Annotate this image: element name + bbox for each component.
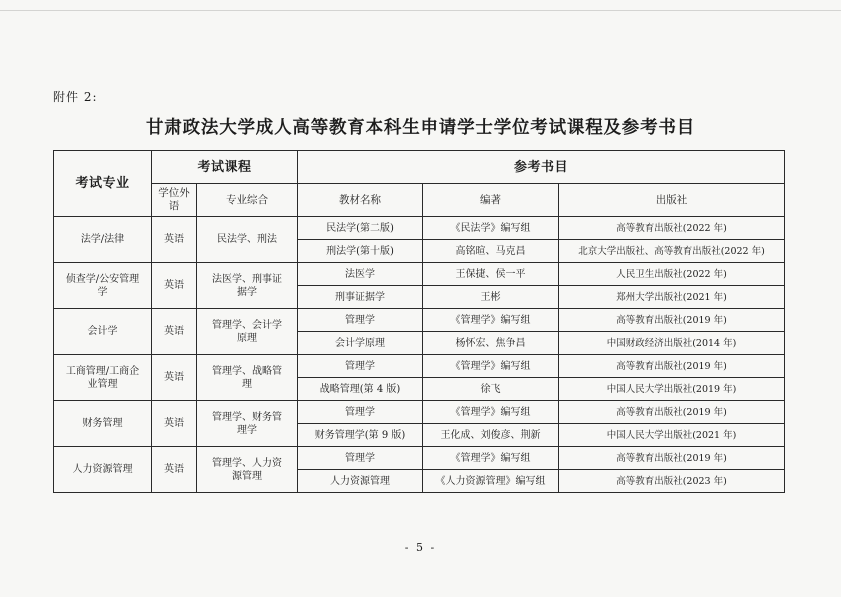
editor-cell: 《管理学》编写组	[423, 355, 559, 378]
professional-cell: 管理学、财务管理学	[197, 401, 298, 447]
major-cell: 人力资源管理	[54, 447, 152, 493]
textbook-cell: 财务管理学(第 9 版)	[298, 424, 423, 447]
editor-cell: 《管理学》编写组	[423, 401, 559, 424]
editor-cell: 杨怀宏、焦争昌	[423, 332, 559, 355]
attachment-label: 附件 2:	[53, 90, 98, 104]
header-row-top	[54, 151, 785, 184]
textbook-cell: 法医学	[298, 263, 423, 286]
textbook-cell: 民法学(第二版)	[298, 217, 423, 240]
editor-cell: 徐飞	[423, 378, 559, 401]
editor-cell: 高铭暄、马克昌	[423, 240, 559, 263]
editor-cell: 《人力资源管理》编写组	[423, 470, 559, 493]
textbook-cell: 管理学	[298, 355, 423, 378]
editor-cell: 《管理学》编写组	[423, 447, 559, 470]
language-cell: 英语	[152, 217, 197, 263]
publisher-cell: 高等教育出版社(2019 年)	[559, 355, 785, 378]
editor-cell: 王化成、刘俊彦、荆新	[423, 424, 559, 447]
major-cell: 会计学	[54, 309, 152, 355]
header-references: 参考书目	[298, 151, 785, 184]
professional-cell: 管理学、战略管理	[197, 355, 298, 401]
textbook-cell: 会计学原理	[298, 332, 423, 355]
editor-cell: 《管理学》编写组	[423, 309, 559, 332]
publisher-cell: 高等教育出版社(2019 年)	[559, 309, 785, 332]
language-cell: 英语	[152, 309, 197, 355]
header-exam-courses: 考试课程	[152, 151, 298, 184]
table-row	[54, 309, 785, 332]
header-foreign-language: 学位外语	[152, 184, 197, 217]
page-number: - 5 -	[404, 541, 437, 554]
publisher-cell: 高等教育出版社(2022 年)	[559, 217, 785, 240]
professional-cell: 法医学、刑事证据学	[197, 263, 298, 309]
table-row	[54, 217, 785, 240]
editor-cell: 王保捷、侯一平	[423, 263, 559, 286]
table-row	[54, 263, 785, 286]
editor-cell: 《民法学》编写组	[423, 217, 559, 240]
publisher-cell: 高等教育出版社(2019 年)	[559, 447, 785, 470]
publisher-cell: 中国人民大学出版社(2021 年)	[559, 424, 785, 447]
major-cell: 法学/法律	[54, 217, 152, 263]
publisher-cell: 人民卫生出版社(2022 年)	[559, 263, 785, 286]
publisher-cell: 中国财政经济出版社(2014 年)	[559, 332, 785, 355]
language-cell: 英语	[152, 263, 197, 309]
professional-cell: 管理学、人力资源管理	[197, 447, 298, 493]
textbook-cell: 刑事证据学	[298, 286, 423, 309]
language-cell: 英语	[152, 401, 197, 447]
textbook-cell: 管理学	[298, 309, 423, 332]
table-row	[54, 447, 785, 470]
header-row-sub	[54, 184, 785, 217]
top-divider	[0, 10, 841, 11]
document-title: 甘肃政法大学成人高等教育本科生申请学士学位考试课程及参考书目	[146, 118, 695, 138]
editor-cell: 王彬	[423, 286, 559, 309]
header-professional: 专业综合	[197, 184, 298, 217]
table-row	[54, 355, 785, 378]
header-textbook: 教材名称	[298, 184, 423, 217]
textbook-cell: 人力资源管理	[298, 470, 423, 493]
textbook-cell: 战略管理(第 4 版)	[298, 378, 423, 401]
publisher-cell: 高等教育出版社(2023 年)	[559, 470, 785, 493]
major-cell: 侦查学/公安管理学	[54, 263, 152, 309]
header-editor: 编著	[423, 184, 559, 217]
textbook-cell: 管理学	[298, 447, 423, 470]
professional-cell: 管理学、会计学原理	[197, 309, 298, 355]
course-table	[53, 150, 785, 493]
professional-cell: 民法学、刑法	[197, 217, 298, 263]
publisher-cell: 高等教育出版社(2019 年)	[559, 401, 785, 424]
major-cell: 工商管理/工商企业管理	[54, 355, 152, 401]
header-major: 考试专业	[54, 151, 152, 217]
publisher-cell: 郑州大学出版社(2021 年)	[559, 286, 785, 309]
language-cell: 英语	[152, 355, 197, 401]
publisher-cell: 中国人民大学出版社(2019 年)	[559, 378, 785, 401]
language-cell: 英语	[152, 447, 197, 493]
publisher-cell: 北京大学出版社、高等教育出版社(2022 年)	[559, 240, 785, 263]
header-publisher: 出版社	[559, 184, 785, 217]
textbook-cell: 刑法学(第十版)	[298, 240, 423, 263]
textbook-cell: 管理学	[298, 401, 423, 424]
major-cell: 财务管理	[54, 401, 152, 447]
table-row	[54, 401, 785, 424]
